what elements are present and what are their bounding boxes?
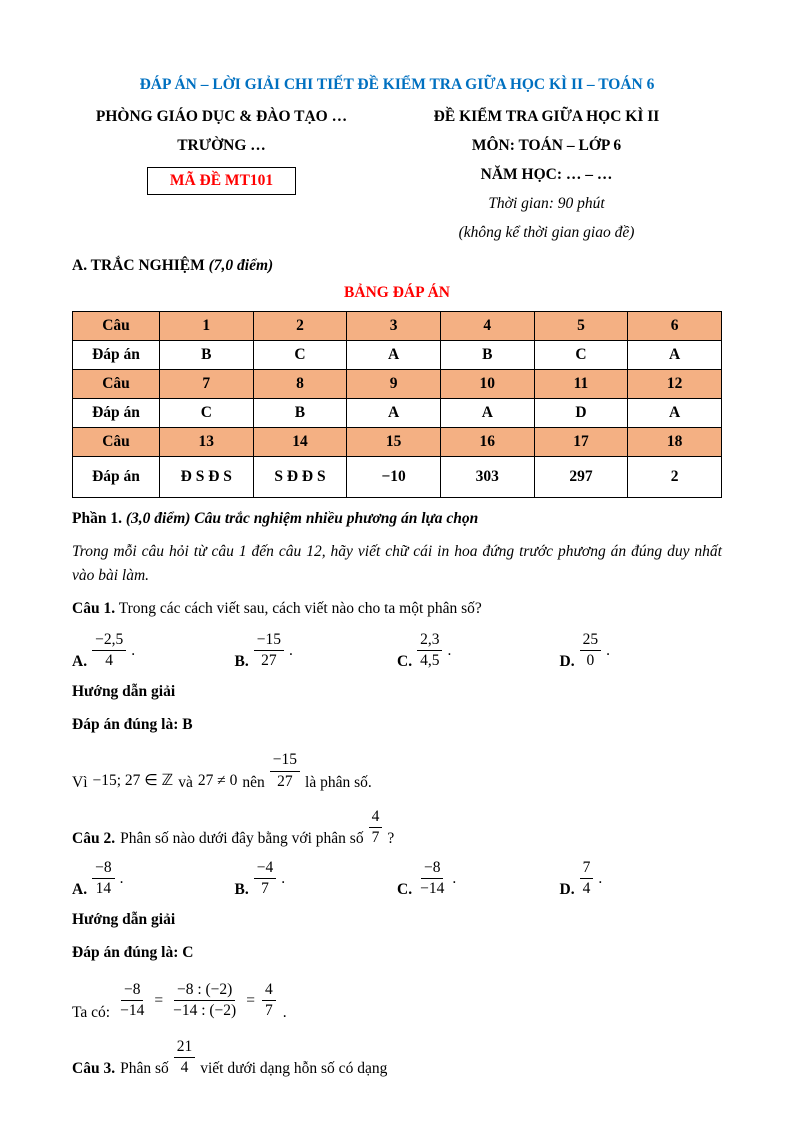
solution-text: và	[178, 773, 193, 791]
table-row-questions-7-12	[73, 370, 722, 399]
table-cell: 2	[253, 312, 347, 341]
table-cell: 17	[534, 428, 628, 457]
option-label: C.	[397, 653, 413, 671]
table-cell: 3	[347, 312, 441, 341]
table-cell: B	[159, 341, 253, 370]
question-2-options	[72, 858, 722, 899]
exam-code-box	[147, 167, 296, 195]
table-cell: −10	[347, 457, 441, 498]
duration-note-line: (không kể thời gian giao đề)	[458, 224, 635, 241]
table-cell: 4	[440, 312, 534, 341]
option-label: B.	[234, 881, 249, 899]
option-label: C.	[397, 881, 413, 899]
option-period: .	[606, 641, 610, 659]
fraction: $\frac{-4}{7}$	[254, 858, 277, 899]
table-cell: C	[534, 341, 628, 370]
table-cell: 11	[534, 370, 628, 399]
section-a-label: A. TRẮC NGHIỆM	[72, 257, 205, 274]
table-cell: D	[534, 399, 628, 428]
question-2-option-a	[72, 858, 235, 899]
solution-text: là phân số.	[305, 773, 372, 791]
table-cell: 12	[628, 370, 722, 399]
question-1	[72, 597, 722, 621]
table-cell: 10	[440, 370, 534, 399]
fraction: $\frac{7}{4}$	[580, 858, 594, 899]
header-left	[72, 108, 371, 253]
table-row-answers-1-6	[73, 341, 722, 370]
question-1-label: Câu 1.	[72, 600, 116, 618]
section-a-heading	[72, 257, 722, 275]
table-cell: S Đ Đ S	[253, 457, 347, 498]
exam-title-line: ĐỀ KIỂM TRA GIỮA HỌC KÌ II	[433, 108, 660, 125]
table-cell: 14	[253, 428, 347, 457]
table-cell: A	[347, 399, 441, 428]
subject-line: MÔN: TOÁN – LỚP 6	[471, 137, 622, 154]
table-cell: 2	[628, 457, 722, 498]
solution-text: Ta có:	[72, 1003, 111, 1021]
table-cell: A	[440, 399, 534, 428]
fraction: $\frac{4}{7}$	[369, 807, 383, 848]
option-period: .	[288, 641, 293, 659]
option-label: D.	[559, 881, 575, 899]
question-2-label: Câu 2.	[72, 829, 116, 847]
table-cell: C	[253, 341, 347, 370]
option-period: .	[131, 641, 136, 659]
option-period: .	[281, 869, 286, 887]
equals-sign: =	[154, 991, 164, 1009]
fraction: $\frac{4}{7}$	[262, 980, 276, 1021]
table-cell: A	[628, 399, 722, 428]
question-1-text: Trong các cách viết sau, cách viết nào cho ta một phân số?	[118, 600, 482, 618]
question-3-label: Câu 3.	[72, 1059, 116, 1077]
fraction: $\frac{2,3}{4,5}$	[417, 630, 442, 671]
part1-label: Phần 1.	[72, 510, 122, 527]
question-2	[72, 807, 722, 848]
fraction: $\frac{25}{0}$	[580, 630, 602, 671]
question-1-option-d	[560, 630, 723, 671]
equation-period: .	[282, 1003, 287, 1021]
option-label: A.	[72, 881, 88, 899]
table-cell: 8	[253, 370, 347, 399]
option-period: .	[119, 869, 124, 887]
question-3-text: Phân số	[120, 1059, 169, 1077]
table-cell: B	[253, 399, 347, 428]
fraction: $\frac{-2,5}{4}$	[92, 630, 126, 671]
solution-line-2	[72, 980, 722, 1021]
duration-line: Thời gian: 90 phút	[488, 195, 605, 212]
option-label: A.	[72, 653, 88, 671]
solution-text: nên	[242, 773, 265, 791]
question-1-option-c	[397, 630, 560, 671]
question-2-mark: ?	[387, 829, 395, 847]
table-cell: B	[440, 341, 534, 370]
table-cell: 297	[534, 457, 628, 498]
option-label: D.	[559, 653, 575, 671]
question-1-option-b	[235, 630, 398, 671]
fraction: $\frac{-15}{27}$	[254, 630, 284, 671]
table-row-questions-1-6	[73, 312, 722, 341]
part1-heading	[72, 507, 722, 531]
question-1-option-a	[72, 630, 235, 671]
question-3-text-post: viết dưới dạng hỗn số có dạng	[200, 1059, 388, 1077]
fraction: $\frac{-8}{14}$	[92, 858, 115, 899]
school-line: TRƯỜNG …	[177, 137, 266, 154]
solution-text: Vì	[72, 773, 88, 791]
solution-line-1	[72, 750, 722, 791]
doc-title: ĐÁP ÁN – LỜI GIẢI CHI TIẾT ĐỀ KIỂM TRA GIỮA HỌC KÌ II – TOÁN 6	[139, 76, 655, 93]
table-cell-label: Câu	[73, 370, 160, 399]
table-row-answers-13-18	[73, 457, 722, 498]
option-period: .	[598, 869, 603, 887]
guide-heading-2: Hướng dẫn giải	[72, 911, 176, 929]
exam-code-text: MÃ ĐỀ MT101	[169, 172, 274, 189]
guide-heading-1: Hướng dẫn giải	[72, 683, 176, 701]
table-row-answers-7-12	[73, 399, 722, 428]
question-3	[72, 1037, 722, 1078]
table-cell: 15	[347, 428, 441, 457]
table-cell: 1	[159, 312, 253, 341]
table-cell-label: Đáp án	[73, 399, 160, 428]
table-cell: 16	[440, 428, 534, 457]
option-period: .	[452, 869, 457, 887]
table-cell: 6	[628, 312, 722, 341]
part1-instruction: Trong mỗi câu hỏi từ câu 1 đến câu 12, hãy viết chữ cái in hoa đứng trước phương án đúng duy nhất vào bài làm.	[72, 543, 722, 585]
question-2-option-d	[560, 858, 723, 899]
answer-line-2: Đáp án đúng là: C	[72, 944, 194, 962]
fraction: $\frac{-8}{-14}$	[420, 858, 445, 898]
answer-table	[72, 311, 722, 498]
fraction: $\frac{-15}{27}$	[270, 750, 300, 791]
department-line: PHÒNG GIÁO DỤC & ĐÀO TẠO …	[95, 108, 348, 125]
fraction: $\frac{21}{4}$	[174, 1037, 196, 1078]
part1-subtitle: (3,0 điểm) Câu trắc nghiệm nhiều phương án lựa chọn	[125, 510, 479, 527]
table-cell: 7	[159, 370, 253, 399]
option-period: .	[447, 641, 452, 659]
table-cell: A	[628, 341, 722, 370]
table-cell: Đ S Đ S	[159, 457, 253, 498]
table-cell-label: Đáp án	[73, 457, 160, 498]
equals-sign: =	[246, 991, 255, 1009]
table-cell-label: Câu	[73, 428, 160, 457]
table-cell-label: Đáp án	[73, 341, 160, 370]
table-cell: 18	[628, 428, 722, 457]
table-cell-label: Câu	[73, 312, 160, 341]
answer-line-1: Đáp án đúng là: B	[72, 716, 193, 734]
table-cell: C	[159, 399, 253, 428]
question-2-option-b	[235, 858, 398, 899]
math-expression: −15; 27 ∈ ℤ	[92, 771, 174, 789]
table-row-questions-13-18	[73, 428, 722, 457]
question-2-option-c	[397, 858, 560, 899]
table-cell: 5	[534, 312, 628, 341]
table-cell: A	[347, 341, 441, 370]
table-cell: 9	[347, 370, 441, 399]
answer-table-title: BẢNG ĐÁP ÁN	[344, 284, 450, 301]
option-label: B.	[234, 653, 249, 671]
fraction: $\frac{-8}{-14}$	[120, 981, 145, 1020]
question-2-text: Phân số nào dưới đây bằng với phân số	[120, 829, 364, 847]
school-year-line: NĂM HỌC: … – …	[480, 166, 613, 183]
section-a-points: (7,0 điểm)	[208, 257, 274, 274]
question-1-options	[72, 630, 722, 671]
fraction: $\frac{-8 : (-2)}{-14 : (-2)}$	[173, 981, 237, 1020]
table-cell: 303	[440, 457, 534, 498]
header-right	[371, 108, 722, 253]
exam-header	[72, 108, 722, 253]
table-cell: 13	[159, 428, 253, 457]
math-expression: 27 ≠ 0	[197, 771, 238, 789]
